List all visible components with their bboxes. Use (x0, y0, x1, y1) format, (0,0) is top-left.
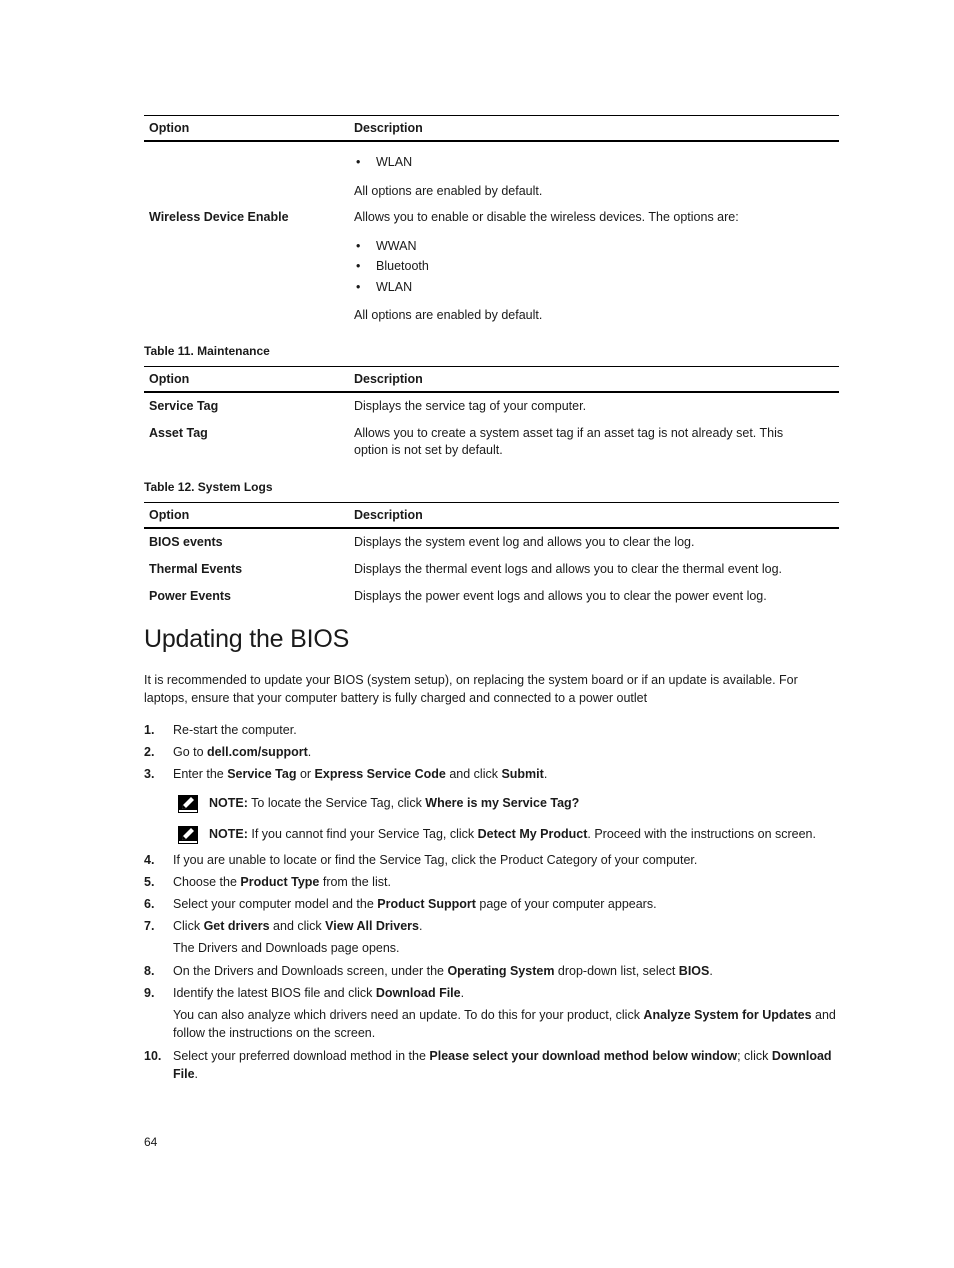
step-item: 10. Select your preferred download method in the Please select your download method below window; click Download File. (144, 1049, 832, 1081)
list-item: • Bluetooth (354, 256, 834, 277)
options-table-continued (144, 115, 839, 324)
maintenance-table (144, 366, 839, 459)
default-note: All options are enabled by default. (354, 183, 543, 198)
step-number: 9. (144, 986, 155, 1000)
step-item: 9. Identify the latest BIOS file and click Download File. (144, 986, 465, 1000)
step-number: 8. (144, 964, 155, 978)
system-logs-table (144, 502, 839, 605)
step-number: 5. (144, 875, 155, 889)
support-link[interactable]: dell.com/support (207, 745, 308, 759)
note-pencil-icon (177, 825, 199, 845)
step-text: Re-start the computer. (173, 723, 297, 737)
table-row (144, 200, 839, 325)
intro-paragraph: It is recommended to update your BIOS (system setup), on replacing the system board or if an update is available. For laptops, ensure that your computer battery is fully charged and connected to a power outlet (144, 673, 798, 705)
table-header (144, 116, 839, 142)
option-description: Allows you to create a system asset tag if an asset tag is not already set. This option is not set by default. (354, 426, 784, 457)
option-description: Displays the service tag of your computer. (354, 399, 587, 413)
column-header-option: Option (149, 508, 190, 522)
default-note: All options are enabled by default. (354, 308, 543, 322)
option-description: Displays the power event logs and allows you to clear the power event log. (354, 589, 767, 603)
page-number: 64 (144, 1135, 158, 1149)
step-item (144, 721, 839, 739)
bullet-list (354, 152, 834, 173)
table-row (144, 551, 839, 578)
steps-list (144, 851, 839, 935)
step-item: 6. Select your computer model and the Product Support page of your computer appears. (144, 897, 657, 911)
table-header (144, 367, 839, 393)
table-header (144, 503, 839, 529)
table-row (144, 392, 839, 415)
option-name: Power Events (149, 589, 231, 603)
column-header-description: Description (354, 508, 423, 522)
column-header-option: Option (149, 121, 190, 135)
table-caption: Table 12. System Logs (144, 480, 273, 494)
column-header-description: Description (354, 372, 423, 386)
list-item: • WWAN (354, 236, 834, 257)
note-label: NOTE: (209, 827, 248, 841)
option-name: Wireless Device Enable (149, 209, 289, 224)
option-name: Asset Tag (149, 426, 208, 440)
option-description: Displays the system event log and allows you to clear the log. (354, 535, 695, 549)
option-description: Allows you to enable or disable the wireless devices. The options are: (354, 209, 739, 224)
step-number: 3. (144, 767, 155, 781)
table-row (144, 528, 839, 551)
list-item: • WLAN (354, 152, 834, 173)
option-name: Service Tag (149, 399, 219, 413)
step-detail: You can also analyze which drivers need an update. To do this for your product, click Analyze System for Updates and follow the instructions on the screen. (173, 1008, 836, 1040)
bullet-list (354, 236, 834, 298)
step-number: 2. (144, 745, 155, 759)
step-number: 4. (144, 853, 155, 867)
option-description: Displays the thermal event logs and allows you to clear the thermal event log. (354, 562, 783, 576)
step-number: 6. (144, 897, 155, 911)
column-header-description: Description (354, 121, 423, 135)
step-text: If you are unable to locate or find the Service Tag, click the Product Category of your computer. (173, 853, 698, 867)
table-caption: Table 11. Maintenance (144, 344, 270, 358)
step-item: 3. Enter the Service Tag or Express Service Code and click Submit. (144, 767, 548, 781)
step-item (144, 851, 839, 869)
step-item: 7. Click Get drivers and click View All Drivers. (144, 919, 423, 933)
note-block: NOTE: To locate the Service Tag, click Where is my Service Tag? (144, 794, 839, 812)
list-item: • WLAN (354, 277, 834, 298)
step-number: 7. (144, 919, 155, 933)
table-row (144, 578, 839, 605)
note-pencil-icon (177, 794, 199, 814)
document-page (144, 115, 839, 1083)
step-item: 5. Choose the Product Type from the list. (144, 875, 391, 889)
steps-list (144, 962, 839, 1002)
table-row (144, 141, 839, 200)
option-name: Thermal Events (149, 562, 243, 576)
step-number: 1. (144, 723, 155, 737)
option-name: BIOS events (149, 535, 223, 549)
step-item: 2. Go to dell.com/support. (144, 745, 312, 759)
section-title: Updating the BIOS (144, 625, 350, 653)
steps-list (144, 1047, 839, 1083)
step-number: 10. (144, 1049, 162, 1063)
step-item: 8. On the Drivers and Downloads screen, under the Operating System drop-down list, select BIOS. (144, 964, 713, 978)
column-header-option: Option (149, 372, 190, 386)
step-result: The Drivers and Downloads page opens. (173, 941, 400, 955)
note-label: NOTE: (209, 796, 248, 810)
table-row (144, 415, 839, 459)
steps-list (144, 721, 839, 783)
note-block: NOTE: If you cannot find your Service Tag, click Detect My Product. Proceed with the instructions on screen. (144, 825, 839, 843)
